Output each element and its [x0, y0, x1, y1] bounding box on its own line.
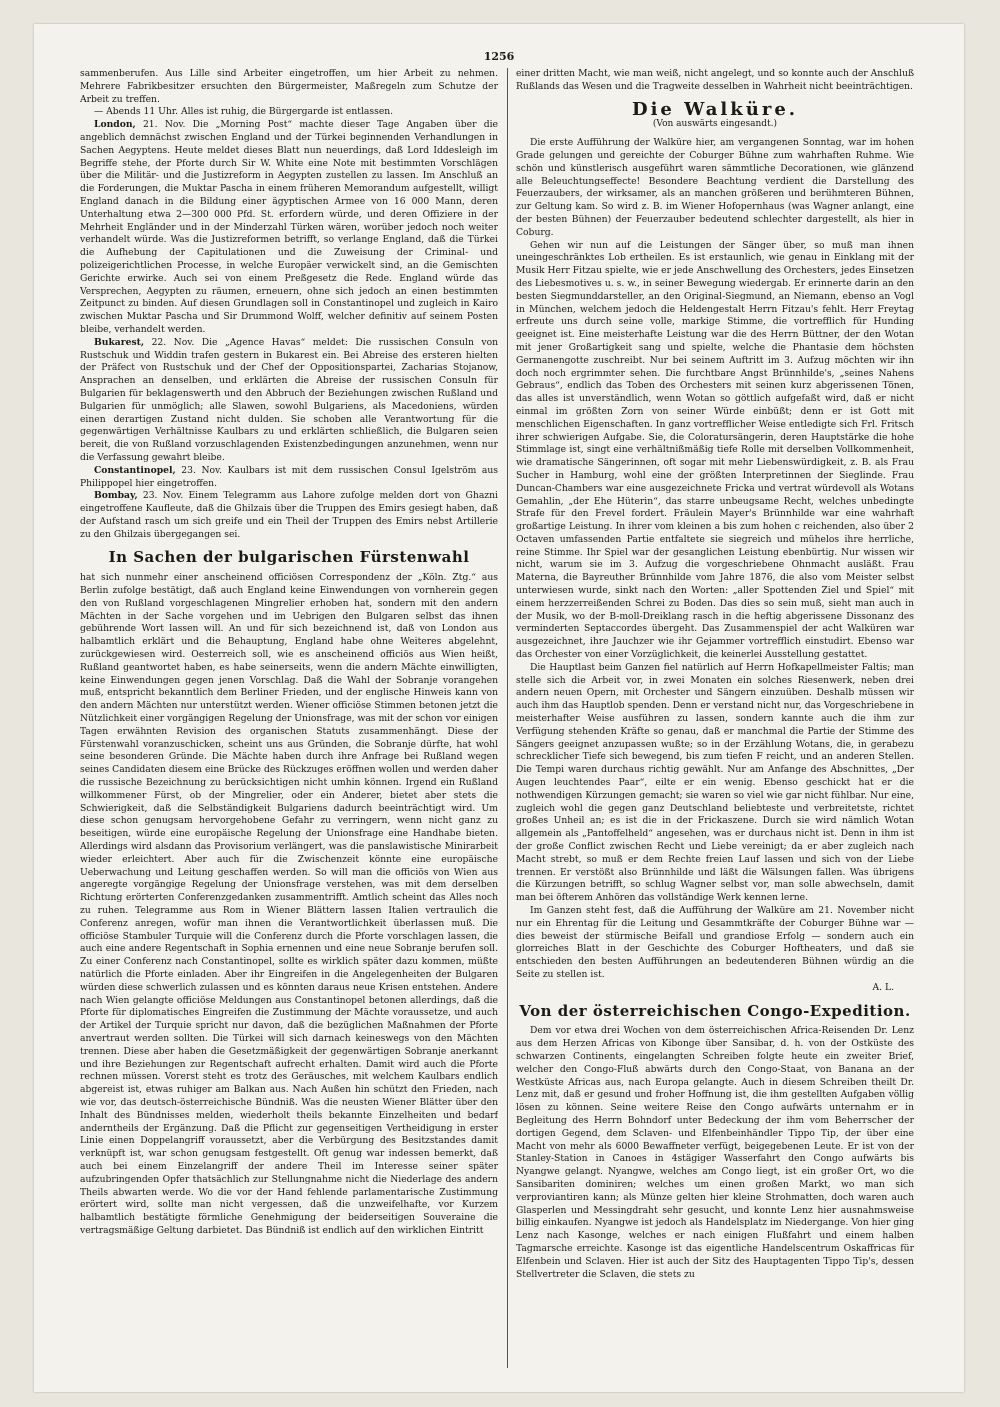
- news-text: — Abends 11 Uhr. Alles ist ruhig, die Bürgergarde ist entlassen.: [94, 106, 394, 118]
- left-column: [80, 68, 498, 1368]
- page-number: 1256: [483, 50, 515, 63]
- congo-paragraph: Dem vor etwa drei Wochen von dem österreichischen Africa-Reisenden Dr. Lenz aus dem Herzen Africas von Kibonge über Sansibar, d. h. von der Ostküste des schwarzen Continents, eingelangten Schreiben folgte heute ein zweiter Brief, welcher den Congo-Fluß abwärts durch den Congo-Staat, von Banana an der Westküste Africas aus, nach Europa gelangte. Auch in diesem Schreiben theilt Dr. Lenz mit, daß er gesund und froher Hoffnung ist, die ihm gestellten Aufgaben völlig lösen zu können. Seine weitere Reise den Congo aufwärts unternahm er in Begleitung des Herrn Bohndorf unter Bedeckung der ihm vom Beherrscher der dortigen Gegend, dem Sclaven- und Elfenbeinhändler Tippo Tip, der über eine Macht von mehr als 6000 Bewaffneter verfügt, beigegebenen Leute. Er ist von der Stanley-Station in Canoes in 4stägiger Wasserfahrt den Congo aufwärts bis Nyangwe gelangt. Nyangwe, welches am Congo liegt, ist ein großer Ort, wo die Sansibariten dominiren; welches um einen großen Markt, wo man sich verproviantiren kann; als Münze gelten hier kleine Strohmatten, doch waren auch Glasperlen und Messingdraht sehr gesucht, und konnte Lenz hier ausnahmsweise billig einkaufen. Nyangwe ist jedoch als Handelsplatz im Niedergange. Von hier ging Lenz nach Kasonge, welches er nach einigen Flußfahrt und einem halben Tagmarsche erreichte. Kasonge ist das eigentliche Handelscentrum Oskaffricas für Elfenbein und Sclaven. Hier ist auch der Sitz des Hauptagenten Tippo Tip's, dessen Stellvertreter die Sclaven, die stets zu: [516, 1025, 914, 1280]
- news-place: Bombay,: [94, 490, 138, 502]
- news-text: 23. Nov. Kaulbars ist mit dem russischen Consul Igelström aus Philippopel hier eingetroffen.: [80, 464, 498, 489]
- news-item: [80, 68, 498, 106]
- news-item: [80, 337, 498, 465]
- news-place: Bukarest,: [94, 336, 145, 348]
- newspaper-page: [34, 24, 964, 1392]
- lead-paragraph: einer dritten Macht, wie man weiß, nicht angelegt, und so konnte auch der Anschluß Rußlands das Wesen und die Tragweite desselben in Wahrheit nicht beeinträchtigen.: [516, 68, 914, 92]
- walkuere-paragraph: Gehen wir nun auf die Leistungen der Sänger über, so muß man ihnen uneingeschränktes Lob ertheilen. Es ist erstaunlich, wie genau in Einklang mit der Musik Herr Fitzau spielte, wie er jede Anschwellung des Orchesters, jedes Einsetzen des Liebesmotives u. s. w., in seiner Bewegung wiedergab. Er erinnerte darin an den besten Siegmunddarsteller, an den Original-Siegmund, an Niemann, ebenso an Vogl in München, welchem jedoch die Heldengestalt Herrn Fitzau's fehlt. Herr Freytag erfreute uns durch seine volle, markige Stimme, die vortrefflich für Hunding geeignet ist. Eine meisterhafte Leistung war die des Herrn Büttner, der den Wotan mit jener Großartigkeit sang und spielte, welche die Phantasie dem höchsten Germanengotte zuschreibt. Nur bei seinem Auftritt im 3. Aufzug möchten wir ihn doch noch ergrimmter sehen. Die furchtbare Angst Brünnhilde's, „seines Nahens Gebraus“, endlich das Toben des Orchesters mit seinen kurz abgerissenen Tönen, das alles ist unverständlich, wenn Wotan so göttlich aufgefaßt wird, daß er nicht einmal im größten Zorn von seiner Würde einbüßt; denn er ist Gott mit menschlichen Eigenschaften. In ganz vortrefflicher Weise entledigte sich Frl. Fritsch ihrer schwierigen Aufgabe. Sie, die Coloratursängerin, deren Hauptstärke die hohe Stimmlage ist, singt eine verhältnißmäßig tiefe Rolle mit derselben Vollkommenheit, wie dramatische Sängerinnen, oft sogar mit mehr Liebenswürdigkeit, z. B. als Frau Sucher in Hamburg, wohl eine der größten Interpretinnen der Sieglinde. Frau Duncan-Chambers war eine ausgezeichnete Fricka und vertrat würdevoll als Wotans Gemahlin, „der Ehe Hüterin“, das starre unbeugsame Recht, welches unbedingte Strafe für den Frevel fordert. Fräulein Mayer's Brünnhilde war eine wahrhaft großartige Leistung. In ihrer vom kleinen a bis zum hohen c reichenden, also über 2 Octaven umfassenden Partie entfaltete sie siegreich und mühelos ihre herrliche, reine Stimme. Ihr Spiel war der gesanglichen Leistung ebenbürtig. Nur wissen wir nicht, warum sie im 3. Aufzug die vorgeschriebene Ohnmacht ausläßt. Frau Materna, die Bayreuther Brünnhilde vom Jahre 1876, die also vom Meister selbst unterwiesen wurde, sinkt nach den Worten: „aller Spottenden Ziel und Spiel“ mit einem herzzerreißenden Schrei zu Boden. Das dies so sein muß, sieht man auch in der Musik, wo der B-moll-Dreiklang rasch in die heftig abgerissene Dissonanz des verminderten Septaccordes übergeht. Das Zusammenspiel der acht Walküren war ausgezeichnet, ihre Jauchzer wie ihr Gejammer vortrefflich einstudirt. Ebenso war das Orchester von einer Vorzüglichkeit, die keinerlei Ausstellung gestattet.: [516, 239, 914, 661]
- news-text: 21. Nov. Die „Morning Post“ machte dieser Tage Angaben über die angeblich demnächst zwischen England und der Türkei beginnenden Verhandlungen in Sachen Aegyptens. Heute meldet dieses Blatt nun neuerdings, daß Lord Iddesleigh im Begriffe stehe, der Pforte durch Sir W. White eine Note mit bestimmten Vorschlägen über die Militär- und die Justizreform in Aegypten zustellen zu lassen. Im Anschluß an die Forderungen, die Muktar Pascha in einem früheren Memorandum aufgestellt, willigt England danach in die Bildung einer ägyptischen Armee von 16 000 Mann, deren Unterhaltung etwa 2—300 000 Pfd. St. erfordern würde, und deren Offiziere in der Mehrheit Engländer und in der Minderzahl Türken wären, worüber jedoch noch weiter verhandelt würde. Was die Justizreformen betrifft, so verlange England, daß die Türkei die Aufhebung der Capitulationen und die Zuweisung der Criminal- und polizeigerichtlichen Processe, in welche Europäer verwickelt sind, an die Gemischten Gerichte erwirke. Auch sei von einem Preßgesetz die Rede. England würde das Versprechen, Aegypten zu räumen, erneuern, ohne sich jedoch an einen bestimmten Zeitpunct zu binden. Auf diesen Grundlagen soll in Constantinopel und zugleich in Kairo zwischen Muktar Pascha und Sir Drummond Wolff, welcher definitiv auf seinem Posten bleibe, verhandelt werden.: [80, 119, 498, 335]
- news-text: sammenberufen. Aus Lille sind Arbeiter eingetroffen, um hier Arbeit zu nehmen. Mehrere Fabrikbesitzer ersuchten den Bürgermeister, Maßregeln zum Schutze der Arbeit zu treffen.: [80, 68, 498, 105]
- walkuere-paragraph: Im Ganzen steht fest, daß die Aufführung der Walküre am 21. November nicht nur ein Ehrentag für die Leitung und Gesammtkräfte der Coburger Bühne war — dies beweist der stürmische Beifall und grandiose Erfolg — sondern auch ein glorreiches Blatt in der Geschichte des Coburger Hoftheaters, und daß sie entschieden den besten Aufführungen an bedeutenderen Bühnen würdig an die Seite zu stellen ist.: [516, 905, 914, 980]
- walkuere-signature: A. L.: [872, 981, 894, 993]
- walkuere-paragraph: Die erste Aufführung der Walküre hier, am vergangenen Sonntag, war im hohen Grade gelungen und gereichte der Coburger Bühne zum wahrhaften Ruhme. Wie schön und künstlerisch ausgeführt waren sämmtliche Decorationen, wie glänzend alle Beleuchtungseffecte! Besondere Beachtung verdient die Darstellung des Feuerzaubers, der wirksamer, als an manchen größeren und berühmteren Bühnen, zur Geltung kam. So wird z. B. im Wiener Hofopernhaus (was Wagner anlangt, eine der besten Bühnen) der Feuerzauber bedeutend schlechter dargestellt, als hier in Coburg.: [516, 137, 914, 238]
- walkuere-title: Die Walküre.: [631, 98, 799, 120]
- news-text: 23. Nov. Einem Telegramm aus Lahore zufolge melden dort von Ghazni eingetroffene Kaufleute, daß die Ghilzais über die Truppen des Emirs gesiegt haben, daß der Aufstand rasch um sich greife und ein Theil der Truppen des Emirs nebst Artillerie zu den Ghilzais übergegangen sei.: [80, 490, 498, 540]
- news-item: [80, 106, 498, 119]
- walkuere-paragraph: Die Hauptlast beim Ganzen fiel natürlich auf Herrn Hofkapellmeister Faltis; man stelle sich die Arbeit vor, in zwei Monaten ein solches Riesenwerk, neben drei andern neuen Opern, mit Orchester und Sängern einzuüben. Deshalb müssen wir auch ihm das Hauptlob spenden. Denn er verstand nicht nur, das Vorgeschriebene in meisterhafter Weise ausführen zu lassen, sondern kannte auch die ihm zur Verfügung stehenden Kräfte so genau, daß er manchmal die Partie der Stimme des Sängers geeignet anzupassen wußte; so in der Erzählung Wotans, die, in gerabezu schrecklicher Tiefe sich bewegend, bis zum tiefen F reicht, und an anderen Stellen. Die Tempi waren durchaus richtig gewählt. Nur am Anfange des Abschnittes, „Der Augen leuchtendes Paar“, eilte er ein wenig. Ebenso geschickt hat er die nothwendigen Kürzungen gemacht; sie waren so viel wie gar nicht fühlbar. Nur eine, zugleich wohl die gegen ganz Deutschland beliebteste und verbreitetste, richtet großes Unheil an; es ist die in der Frickaszene. Durch sie wird nämlich Wotan allgemein als „Pantoffelheld“ angesehen, was er durchaus nicht ist. Denn in ihm ist der große Conflict zwischen Recht und Liebe vereinigt; da er aber zugleich nach Macht strebt, so muß er dem Rechte freien Lauf lassen und sich von der Liebe trennen. Er verstößt also Brünnhilde und läßt die Wälsungen fallen. Was übrigens die Kürzungen betrifft, so schlug Wagner selbst vor, man solle abwechseln, damit man bei öfterem Anhören das vollständige Werk kennen lerne.: [516, 661, 914, 904]
- news-item: [80, 119, 498, 337]
- article-title: In Sachen der bulgarischen Fürstenwahl: [108, 548, 470, 567]
- right-column: [516, 68, 914, 1368]
- news-item: [80, 490, 498, 541]
- congo-title: Von der österreichischen Congo-Expedition.: [519, 1001, 911, 1020]
- news-text: 22. Nov. Die „Agence Havas“ meldet: Die russischen Consuln von Rustschuk und Widdin trafen gestern in Bukarest ein. Bei Abreise des ersteren hielten der Präfect von Rustschuk und der Chef der Oppositionspartei, Zacharias Stojanow, Ansprachen an denselben, und erklärten die Abreise der russischen Consuln für Bulgarien für beklagenswerth und den Abbruch der Beziehungen zwischen Rußland und Bulgarien für unmöglich; alle Slawen, sowohl Bulgariens, als Macedoniens, würden einen derartigen Zustand nicht dulden. Sie schoben alle Verantwortung für die gegenwärtigen Verhältnisse Kaulbars zu und erklärten schließlich, die Bulgaren seien bereit, die von Rußland vorzuschlagenden Existenzbedingungen anzunehmen, wenn nur die Verfassung gewahrt bleibe.: [80, 336, 498, 463]
- column-divider: [507, 68, 508, 1368]
- news-place: Constantinopel,: [94, 464, 176, 476]
- news-section: [80, 68, 498, 541]
- walkuere-subtitle: (Von auswärts eingesandt.): [652, 119, 778, 130]
- news-item: [80, 465, 498, 491]
- news-place: London,: [94, 119, 136, 131]
- article-paragraph: hat sich nunmehr einer anscheinend officiösen Correspondenz der „Köln. Ztg.“ aus Berlin zufolge bestätigt, daß auch England keine Einwendungen von vornherein gegen den von Rußland vorgeschlagenen Mingrelier erhoben hat, sondern mit den andern Mächten in der Sache vorgehen und im Uebrigen den Bulgaren selbst das ihnen gebührende Wort lassen will. An und für sich bezeichnend ist, daß von London aus halbamtlich erklärt und die Behauptung, England habe ohne Weiteres abgelehnt, zurückgewiesen wird. Oesterreich soll, wie es anscheinend officiös aus Wien heißt, Rußland geantwortet haben, es habe seinerseits, wenn die andern Mächte einwilligten, keine Einwendungen gegen jenen Vorschlag. Daß die Wahl der Sobranje vorangehen muß, entspricht bekanntlich dem Berliner Frieden, und der englische Hinweis kann von den andern Mächten nur unterstützt werden. Wiener officiöse Stimmen betonen jetzt die Nützlichkeit einer vorgängigen Regelung der Unionsfrage, was mit der schon vor einigen Tagen erwähnten Revision des organischen Statuts zusammenhängt. Diese der Fürstenwahl voranzuschicken, scheint uns aus Gründen, die Sobranje dürfte, hat wohl seine besonderen Gründe. Die Mächte haben durch ihre Anfrage bei Rußland wegen seines Candidaten diesem eine Brücke des Rückzuges eröffnen wollen und werden daher die russische Bezeichnung zu berücksichtigen nicht umhin können. Irgend ein Rußland willkommener Fürst, ob der Mingrelier, oder ein Anderer, bietet aber stets die Schwierigkeit, daß die Selbständigkeit Bulgariens dadurch beeinträchtigt wird. Um diese schon genugsam hervorgehobene Gefahr zu verringern, wenn nicht ganz zu beseitigen, würde eine europäische Regelung der Unionsfrage eine Handhabe bieten. Allerdings wird alsdann das Provisorium verlängert, was die panslawistische Minirarbeit wieder erleichtert. Aber auch für die Zwischenzeit könnte eine europäische Ueberwachung und Leitung geschaffen werden. So will man die officiös von Wien aus angeregte vorgängige Regelung der Unionsfrage verstehen, was mit dem derselben Richtung erörterten Conferenzgedanken zusammentrifft. Amtlich scheint das Alles noch zu ruhen. Telegramme aus Rom in Wiener Blättern lassen Italien vertraulich die Conferenz anregen, wofür man ihnen die Verantwortlichkeit überlassen muß. Die officiöse Stambuler Turquie will die Conferenz durch die Pforte vorschlagen lassen, die auch eine andere Regentschaft in Sophia ernennen und eine neue Sobranje berufen soll. Zu einer Conferenz nach Constantinopel, sollte es wirklich später dazu kommen, müßte natürlich die Pforte einladen. Aber ihr Eingreifen in die Angelegenheiten der Bulgaren würden diese schwerlich zulassen und es könnten daraus neue Krisen entstehen. Andere nach Wien gelangte officiöse Meldungen aus Constantinopel betonen allerdings, daß die Pforte für diplomatisches Eingreifen die Zustimmung der Mächte voraussetze, und auch der Artikel der Turquie spricht nur davon, daß die bezüglichen Maßnahmen der Pforte anvertraut werden sollten. Die Türkei will sich darnach keineswegs von den Mächten trennen. Diese aber haben die Gesetzmäßigkeit der gegenwärtigen Sobranje anerkannt und ihre Beziehungen zur Regentschaft aufrecht erhalten. Damit wird auch die Pforte rechnen müssen. Vorerst steht es trotz des Geräusches, mit welchem Kaulbars endlich abgereist ist, etwas ruhiger am Balkan aus. Nach Außen hin schützt den Frieden, nach wie vor, das deutsch-österreichische Bündniß. Was die neusten Wiener Blätter über den Inhalt des Bündnisses melden, wiederholt theils bekannte Einzelheiten und bedarf anderntheils der Ergänzung. Daß die Pflicht zur gegenseitigen Vertheidigung in erster Linie einen Doppelangriff voraussetzt, aber die Verbürgung des Besitzstandes damit verknüpft ist, war schon genugsam festgestellt. Oft genug war indessen bemerkt, daß auch bei einem Einzelangriff der andere Theil im Interesse seiner später aufzubringenden Opfer thatsächlich zur Stellungnahme nicht die Niederlage des andern Theils abwarten werde. Wo die vor der Hand fehlende parlamentarische Zustimmung erörtert wird, sollte man nicht vergessen, daß die unzweifelhafte, vor Kurzem halbamtlich bestätigte förmliche Genehmigung der beiderseitigen Souveraine die vertragsmäßige Geltung darbietet. Das Bündniß ist endlich auf den wirklichen Eintritt: [80, 572, 498, 1236]
